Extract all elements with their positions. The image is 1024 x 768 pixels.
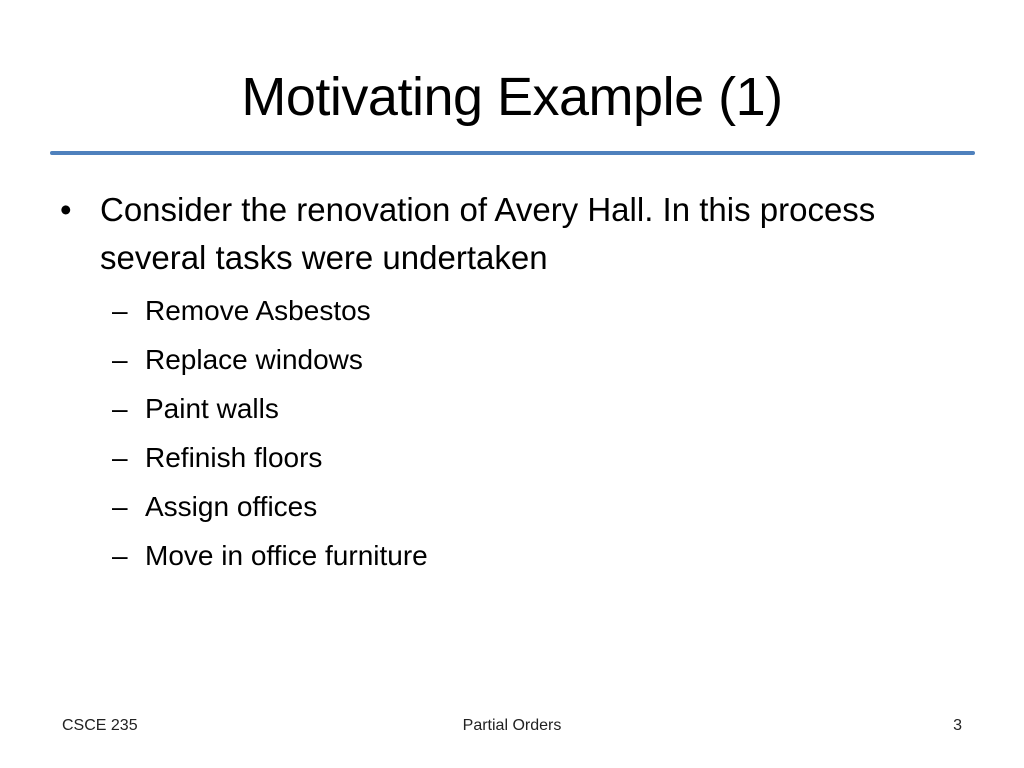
dash-icon: – [112,344,128,375]
bullet-icon: • [60,191,72,228]
slide-title: Motivating Example (1) [241,67,783,127]
sub-item [60,433,900,482]
dash-icon: – [112,540,128,571]
sub-item-text: Move in office furniture [145,540,428,571]
sub-item [60,531,900,580]
dash-icon: – [112,491,128,522]
sub-item-text: Paint walls [145,393,279,424]
slide-number: 3 [953,717,962,734]
sub-item-text: Replace windows [145,344,363,375]
main-bullet-text: Consider the renovation of Avery Hall. In this process several tasks were undertaken [100,191,876,276]
slide-body [60,186,900,580]
sub-item-text: Remove Asbestos [145,295,371,326]
title-divider [50,151,975,155]
sub-item [60,286,900,335]
dash-icon: – [112,295,128,326]
main-bullet [60,186,900,282]
dash-icon: – [112,442,128,473]
sub-item-text: Refinish floors [145,442,323,473]
footer-topic: Partial Orders [462,717,562,734]
sub-item-list [60,286,900,580]
dash-icon: – [112,393,128,424]
footer-course: CSCE 235 [62,717,138,734]
sub-item [60,384,900,433]
sub-item [60,335,900,384]
sub-item-text: Assign offices [145,491,318,522]
sub-item [60,482,900,531]
